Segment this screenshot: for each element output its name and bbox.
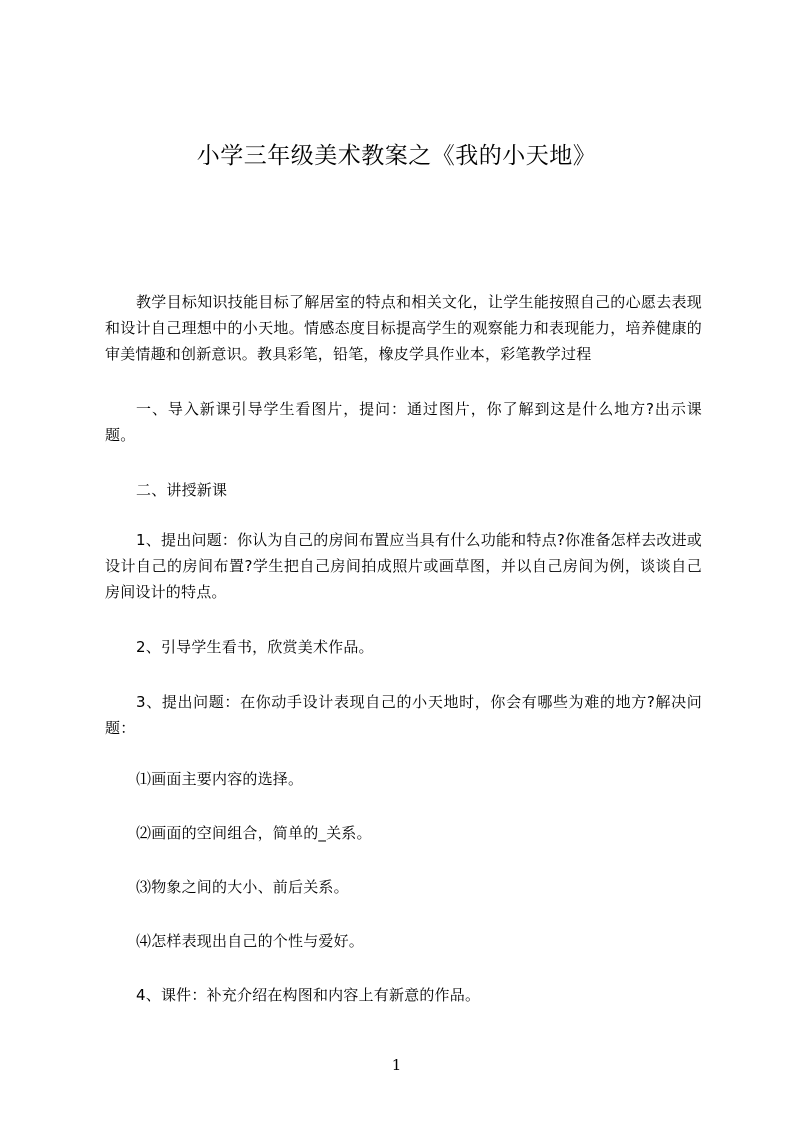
paragraph-text: 2、引导学生看书，欣赏美术作品。 xyxy=(136,638,374,656)
paragraph-text: 一、导入新课引导学生看图片，提问：通过图片，你了解到这是什么地方?出示课题。 xyxy=(105,400,702,444)
paragraph-new-lesson-heading xyxy=(105,477,702,503)
paragraph-step-2 xyxy=(105,634,702,660)
paragraph-step-1 xyxy=(105,527,702,605)
paragraph-text: 4、课件：补充介绍在构图和内容上有新意的作品。 xyxy=(136,986,481,1004)
page-number: 1 xyxy=(391,1056,402,1074)
paragraph-text: 1、提出问题：你认为自己的房间布置应当具有什么功能和特点?你准备怎样去改进或设计自己的房间布置?学生把自己房间拍成照片或画草图，并以自己房间为例，谈谈自己房间设计的特点。 xyxy=(105,531,702,601)
paragraph-text: ⑷怎样表现出自己的个性与爱好。 xyxy=(136,932,365,950)
list-item-4 xyxy=(105,928,702,954)
paragraph-step-4 xyxy=(105,982,702,1008)
paragraph-text: 教学目标知识技能目标了解居室的特点和相关文化，让学生能按照自己的心愿去表现和设计自己理想中的小天地。情感态度目标提高学生的观察能力和表现能力，培养健康的审美情趣和创新意识。教具彩笔，铅笔，橡皮学具作业本，彩笔教学过程 xyxy=(105,293,702,363)
list-item-3 xyxy=(105,874,702,900)
paragraph-text: ⑵画面的空间组合，简单的_关系。 xyxy=(136,824,372,842)
paragraph-text: 3、提出问题：在你动手设计表现自己的小天地时，你会有哪些为难的地方?解决问题： xyxy=(105,693,702,737)
paragraph-text: ⑶物象之间的大小、前后关系。 xyxy=(136,878,349,896)
paragraph-text: 二、讲授新课 xyxy=(136,481,228,499)
document-title: 小学三年级美术教案之《我的小天地》 xyxy=(196,143,597,169)
list-item-1 xyxy=(105,766,702,792)
paragraph-step-3 xyxy=(105,689,702,741)
paragraph-text: ⑴画面主要内容的选择。 xyxy=(136,770,304,788)
list-item-2 xyxy=(105,820,702,846)
paragraph-introduction xyxy=(105,396,702,448)
paragraph-objectives xyxy=(105,289,702,367)
